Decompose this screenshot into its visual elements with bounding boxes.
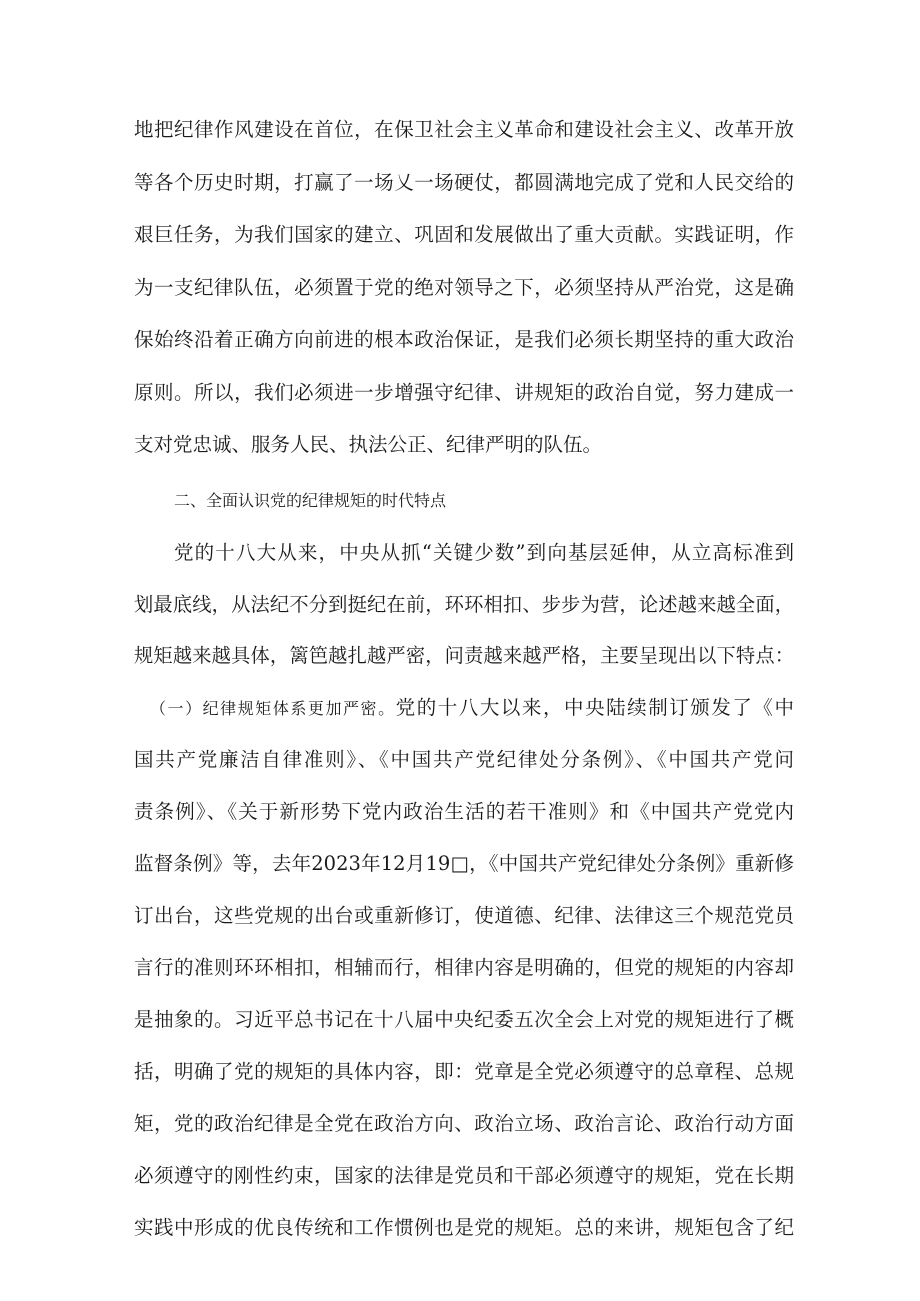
paragraph-line: 订出台，这些党规的出台或重新修订，使道德、纪律、法律这三个规范党员 [134,904,794,927]
paragraph-text: 党的十八大以来，中央陆续制订颁发了《中 [395,696,794,719]
paragraph-line: 是抽象的。习近平总书记在十八届中央纪委五次全会上对党的规矩进行了概 [134,1008,794,1031]
paragraph-line: 矩，党的政治纪律是全党在政治方向、政治立场、政治言论、政治行动方面 [134,1112,794,1135]
paragraph-line: 艰巨任务，为我们国家的建立、巩固和发展做出了重大贡献。实践证明，作 [134,223,794,246]
paragraph-line: 原则。所以，我们必须进一步增强守纪律、讲规矩的政治自觉，努力建成一 [134,381,794,404]
paragraph-line: 实践中形成的优良传统和工作惯例也是党的规矩。总的来讲，规矩包含了纪 [134,1216,794,1239]
paragraph-line: 地把纪律作风建设在首位，在保卫社会主义革命和建设社会主义、改革开放 [134,118,794,141]
paragraph-line: 等各个历史时期，打赢了一场乂一场硬仗，都圆满地完成了党和人民交给的 [134,171,794,194]
paragraph-line: 国共产党廉洁自律准则》、《中国共产党纪律处分条例》、《中国共产党问 [134,748,794,771]
paragraph-line: 支对党忠诚、服务人民、执法公正、纪律严明的队伍。 [134,433,603,456]
paragraph-line: 党的十八大从来，中央从抓“关键少数”到向基层延伸，从立高标准到 [174,541,794,564]
paragraph-line: 保始终沿着正确方向前进的根本政治保证，是我们必须长期坚持的重大政治 [134,328,794,351]
section-heading: 二、全面认识党的纪律规矩的时代特点 [174,491,447,510]
paragraph-line: 为一支纪律队伍，必须置于党的绝对领导之下，必须坚持从严治党，这是确 [134,276,794,299]
paragraph-line: 必须遵守的刚性约束，国家的法律是党员和干部必须遵守的规矩，党在长期 [134,1164,794,1187]
paragraph-line: 规矩越来越具体，篱笆越扎越严密，问责越来越严格，主要呈现出以下特点： [134,644,794,667]
paragraph-line: 责条例》、《关于新形势下党内政治生活的若干准则》和《中国共产党党内 [134,800,794,823]
paragraph-line: 括，明确了党的规矩的具体内容，即：党章是全党必须遵守的总章程、总规 [134,1060,794,1083]
paragraph-line: 监督条例》等，去年2023年12月19□，《中国共产党纪律处分条例》重新修 [134,852,794,875]
paragraph-line: 划最底线，从法纪不分到挺纪在前，环环相扣、步步为营，论述越来越全面， [134,593,794,616]
subsection-lead: （一）纪律规矩体系更加严密。 [150,699,396,718]
paragraph-first-line [150,698,794,718]
paragraph-line: 言行的准则环环相扣，相辅而行，相律内容是明确的，但党的规矩的内容却 [134,956,794,979]
